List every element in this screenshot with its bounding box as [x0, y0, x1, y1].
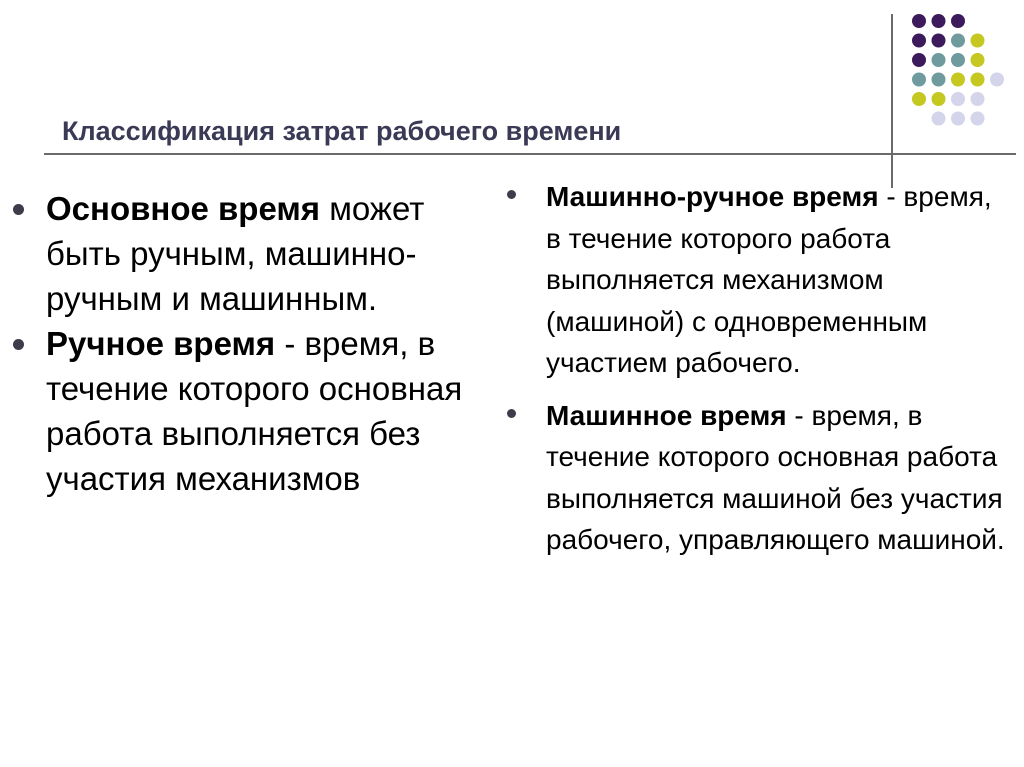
- bullet-dot-icon: [13, 339, 24, 350]
- bullet-dot-icon: [507, 409, 516, 418]
- definition-basic-time: может быть ручным, машинно-ручным и машинным.: [46, 190, 425, 317]
- decorative-dot: [951, 92, 965, 106]
- decorative-dot: [932, 112, 946, 126]
- decorative-dot: [971, 53, 985, 67]
- definition-machine-time: - время, в течение которого основная работа выполняется машиной без участия рабочего, управляющего машиной.: [546, 399, 1005, 555]
- term-machine-time: Машинное время: [546, 399, 787, 431]
- term-basic-time: Основное время: [46, 190, 321, 227]
- term-manual-time: Ручное время: [46, 325, 276, 362]
- bullet-machine-manual-time: [502, 176, 1012, 384]
- bullet-machine-time: [502, 395, 1012, 561]
- bullet-manual-time: [10, 321, 500, 501]
- decorative-dot: [932, 73, 946, 87]
- decorative-dot: [912, 53, 926, 67]
- decorative-dot: [932, 14, 946, 28]
- decorative-dot: [912, 92, 926, 106]
- definition-machine-manual-time: - время, в течение которого работа выполняется механизмом (машиной) с одновременным участием рабочего.: [546, 181, 992, 378]
- decorative-dot: [951, 53, 965, 67]
- decorative-dot: [932, 92, 946, 106]
- decorative-dot: [951, 14, 965, 28]
- decorative-dot: [951, 73, 965, 87]
- bullet-basic-time: [10, 186, 500, 321]
- bullet-dot-icon: [507, 190, 516, 199]
- decorative-dot: [951, 34, 965, 48]
- decorative-dot: [951, 112, 965, 126]
- decorative-dot: [990, 73, 1004, 87]
- right-bullet-list: [502, 176, 1012, 572]
- decorative-dot: [912, 34, 926, 48]
- decorative-dot: [971, 92, 985, 106]
- decorative-dot: [932, 34, 946, 48]
- slide-title: Классификация затрат рабочего времени: [62, 116, 622, 146]
- decorative-dot: [912, 14, 926, 28]
- decorative-dot: [971, 73, 985, 87]
- term-machine-manual-time: Машинно-ручное время: [546, 181, 879, 212]
- decorative-dot: [971, 112, 985, 126]
- definition-manual-time: - время, в течение которого основная работа выполняется без участия механизмов: [46, 325, 463, 497]
- decorative-dot: [912, 73, 926, 87]
- bullet-dot-icon: [13, 204, 24, 215]
- decorative-dot: [971, 34, 985, 48]
- decorative-dot: [932, 53, 946, 67]
- left-bullet-list: [10, 186, 500, 501]
